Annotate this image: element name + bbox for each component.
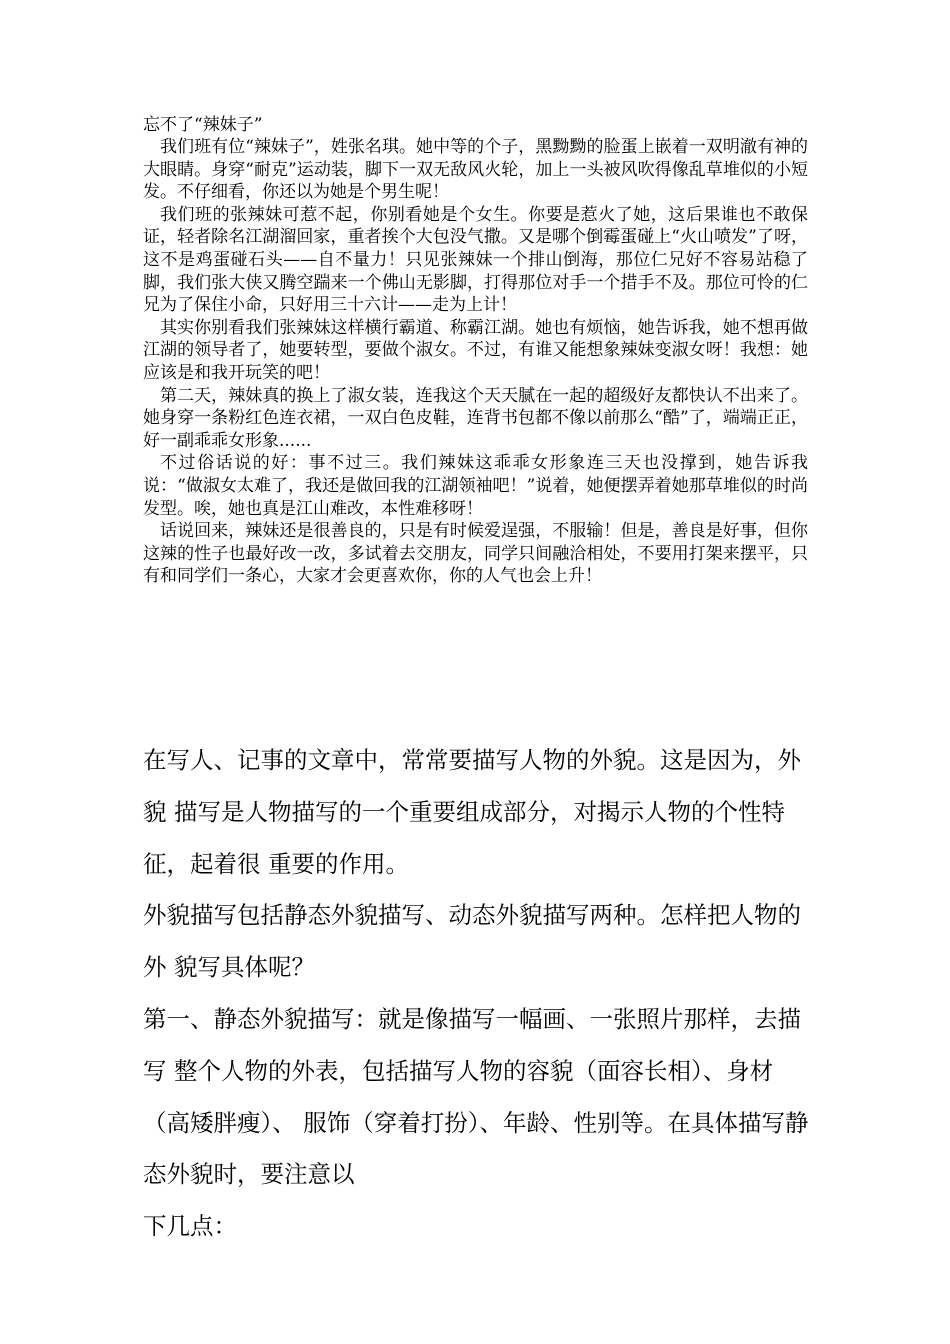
story-title: 忘不了“辣妹子” — [143, 115, 263, 135]
guide-paragraph-2: 外貌描写包括静态外貌描写、动态外貌描写两种。怎样把人物的外 貌写具体呢？ — [143, 901, 801, 982]
guide-section — [143, 735, 813, 1253]
story-paragraph-1: 我们班有位“辣妹子”，姓张名琪。她中等的个子，黑黝黝的脸蛋上嵌着一双明澈有神的大眼睛。身穿“耐克”运动装，脚下一双无敌风火轮，加上一头被风吹得像乱草堆似的小短发。不仔细看，你还以为她是个男生呢！ — [143, 137, 808, 203]
guide-paragraph-1: 在写人、记事的文章中，常常要描写人物的外貌。这是因为，外貌 描写是人物描写的一个重要组成部分，对揭示人物的个性特征，起着很 重要的作用。 — [143, 746, 801, 878]
guide-paragraph-3: 第一、静态外貌描写：就是像描写一幅画、一张照片那样，去描写 整个人物的外表，包括描写人物的容貌（面容长相）、身材（高矮胖瘦）、 服饰（穿着打扮）、年龄、性别等。在具体描写静态外貌时，要注意以 — [143, 1004, 809, 1189]
story-paragraph-3: 其实你别看我们张辣妹这样横行霸道、称霸江湖。她也有烦恼，她告诉我，她不想再做江湖的领导者了，她要转型，要做个淑女。不过，有谁又能想象辣妹变淑女呀！我想：她应该是和我开玩笑的吧！ — [143, 317, 808, 383]
story-section — [143, 114, 808, 588]
story-paragraph-2: 我们班的张辣妹可惹不起，你别看她是个女生。你要是惹火了她，这后果谁也不敢保证，轻者除名江湖溜回家，重者挨个大包没气撒。又是哪个倒霉蛋碰上“火山喷发”了呀，这不是鸡蛋碰石头——自不量力！只见张辣妹一个排山倒海，那位仁兄好不容易站稳了脚，我们张大侠又腾空踹来一个佛山无影脚，打得那位对手一个措手不及。那位可怜的仁兄为了保住小命，只好用三十六计——走为上计！ — [143, 204, 808, 316]
guide-paragraph-4: 下几点： — [143, 1212, 237, 1241]
story-paragraph-4: 第二天，辣妹真的换上了淑女装，连我这个天天腻在一起的超级好友都快认不出来了。她身穿一条粉红色连衣裙，一双白色皮鞋，连背书包都不像以前那么“酷”了，端端正正，好一副乖乖女形象...... — [143, 385, 808, 451]
story-paragraph-6: 话说回来，辣妹还是很善良的，只是有时候爱逞强，不服输！但是，善良是好事，但你这辣的性子也最好改一改，多试着去交朋友，同学只间融洽相处，不要用打架来摆平，只有和同学们一条心，大家才会更喜欢你，你的人气也会上升！ — [143, 521, 808, 587]
story-paragraph-5: 不过俗话说的好：事不过三。我们辣妹这乖乖女形象连三天也没撑到，她告诉我说：“做淑女太难了，我还是做回我的江湖领袖吧！”说着，她便摆弄着她那草堆似的时尚发型。唉，她也真是江山难改，本性难移呀！ — [143, 453, 808, 519]
